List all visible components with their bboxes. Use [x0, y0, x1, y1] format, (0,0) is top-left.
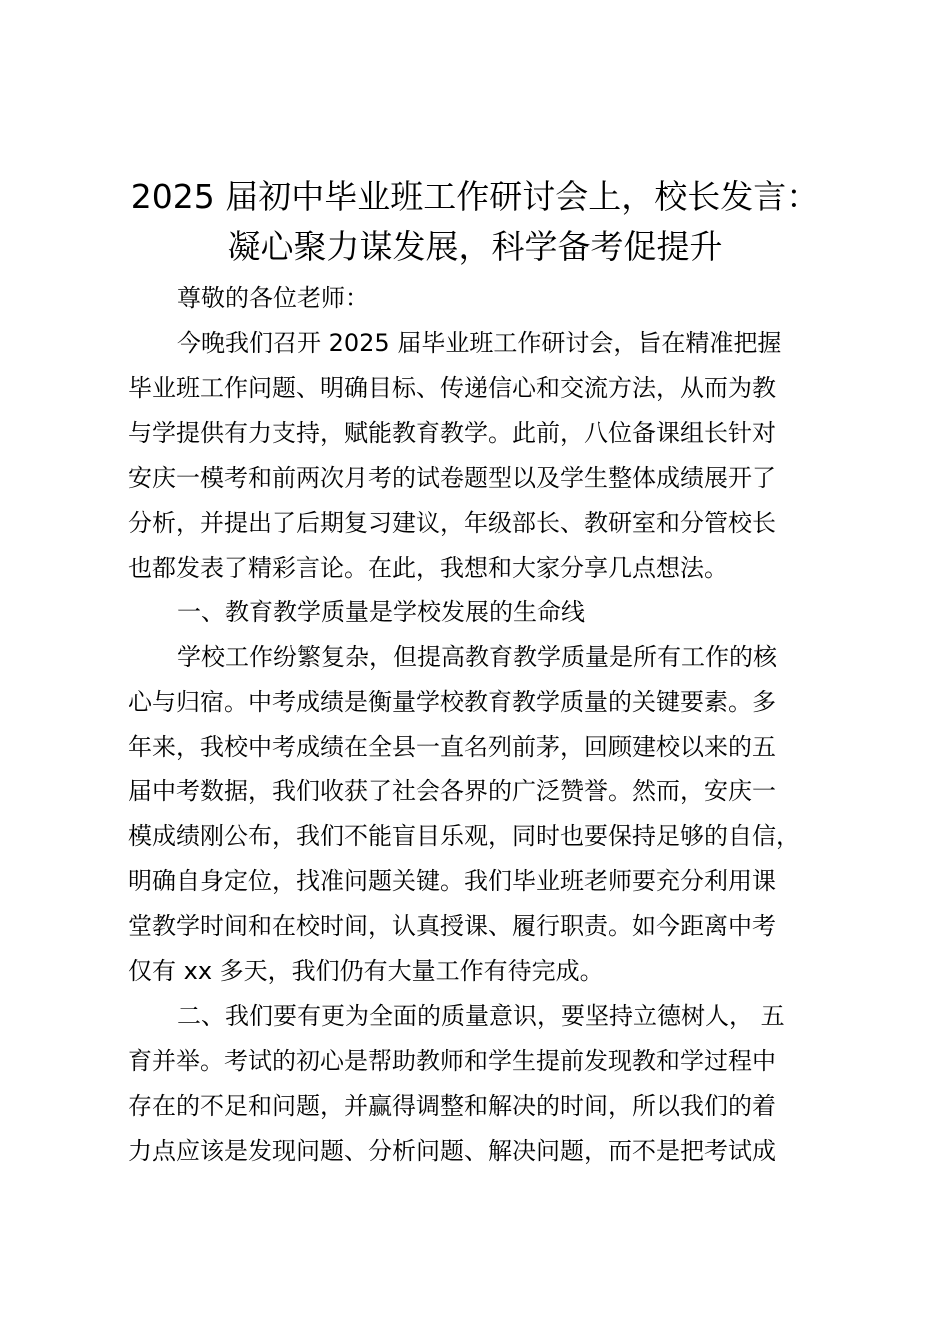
section-heading-2: 二、我们要有更为全面的质量意识，要坚持立德树人， 五 — [177, 1002, 785, 1030]
document-title-line-1: 2025 届初中毕业班工作研讨会上，校长发言： — [130, 177, 820, 216]
paragraph-line: 与学提供有力支持，赋能教育教学。此前，八位备课组长针对 — [128, 419, 776, 447]
paragraph-line: 学校工作纷繁复杂，但提高教育教学质量是所有工作的核 — [177, 643, 777, 671]
paragraph-line: 安庆一模考和前两次月考的试卷题型以及学生整体成绩展开了 — [128, 464, 776, 492]
paragraph-line: 届中考数据，我们收获了社会各界的广泛赞誉。然而，安庆一 — [128, 777, 776, 805]
paragraph-line: 也都发表了精彩言论。在此，我想和大家分享几点想法。 — [128, 554, 728, 582]
paragraph-line: 毕业班工作问题、明确目标、传递信心和交流方法，从而为教 — [128, 374, 776, 402]
paragraph-line: 年来，我校中考成绩在全县一直名列前茅，回顾建校以来的五 — [128, 733, 776, 761]
section-heading-1: 一、教育教学质量是学校发展的生命线 — [177, 598, 585, 626]
paragraph-line: 仅有 xx 多天，我们仍有大量工作有待完成。 — [128, 957, 604, 985]
paragraph-line: 堂教学时间和在校时间，认真授课、履行职责。如今距离中考 — [128, 912, 776, 940]
paragraph-line: 模成绩刚公布，我们不能盲目乐观，同时也要保持足够的自信， — [128, 822, 800, 850]
salutation: 尊敬的各位老师： — [177, 284, 369, 312]
paragraph-line: 分析，并提出了后期复习建议，年级部长、教研室和分管校长 — [128, 509, 776, 537]
paragraph-line: 存在的不足和问题，并赢得调整和解决的时间，所以我们的着 — [128, 1092, 776, 1120]
paragraph-line: 力点应该是发现问题、分析问题、解决问题，而不是把考试成 — [128, 1137, 776, 1165]
paragraph-line: 今晚我们召开 2025 届毕业班工作研讨会，旨在精准把握 — [177, 329, 782, 357]
paragraph-line: 育并举。考试的初心是帮助教师和学生提前发现教和学过程中 — [128, 1047, 776, 1075]
paragraph-line: 心与归宿。中考成绩是衡量学校教育教学质量的关键要素。多 — [128, 688, 776, 716]
document-title-line-2: 凝心聚力谋发展，科学备考促提升 — [227, 227, 723, 266]
paragraph-line: 明确自身定位，找准问题关键。我们毕业班老师要充分利用课 — [128, 867, 776, 895]
